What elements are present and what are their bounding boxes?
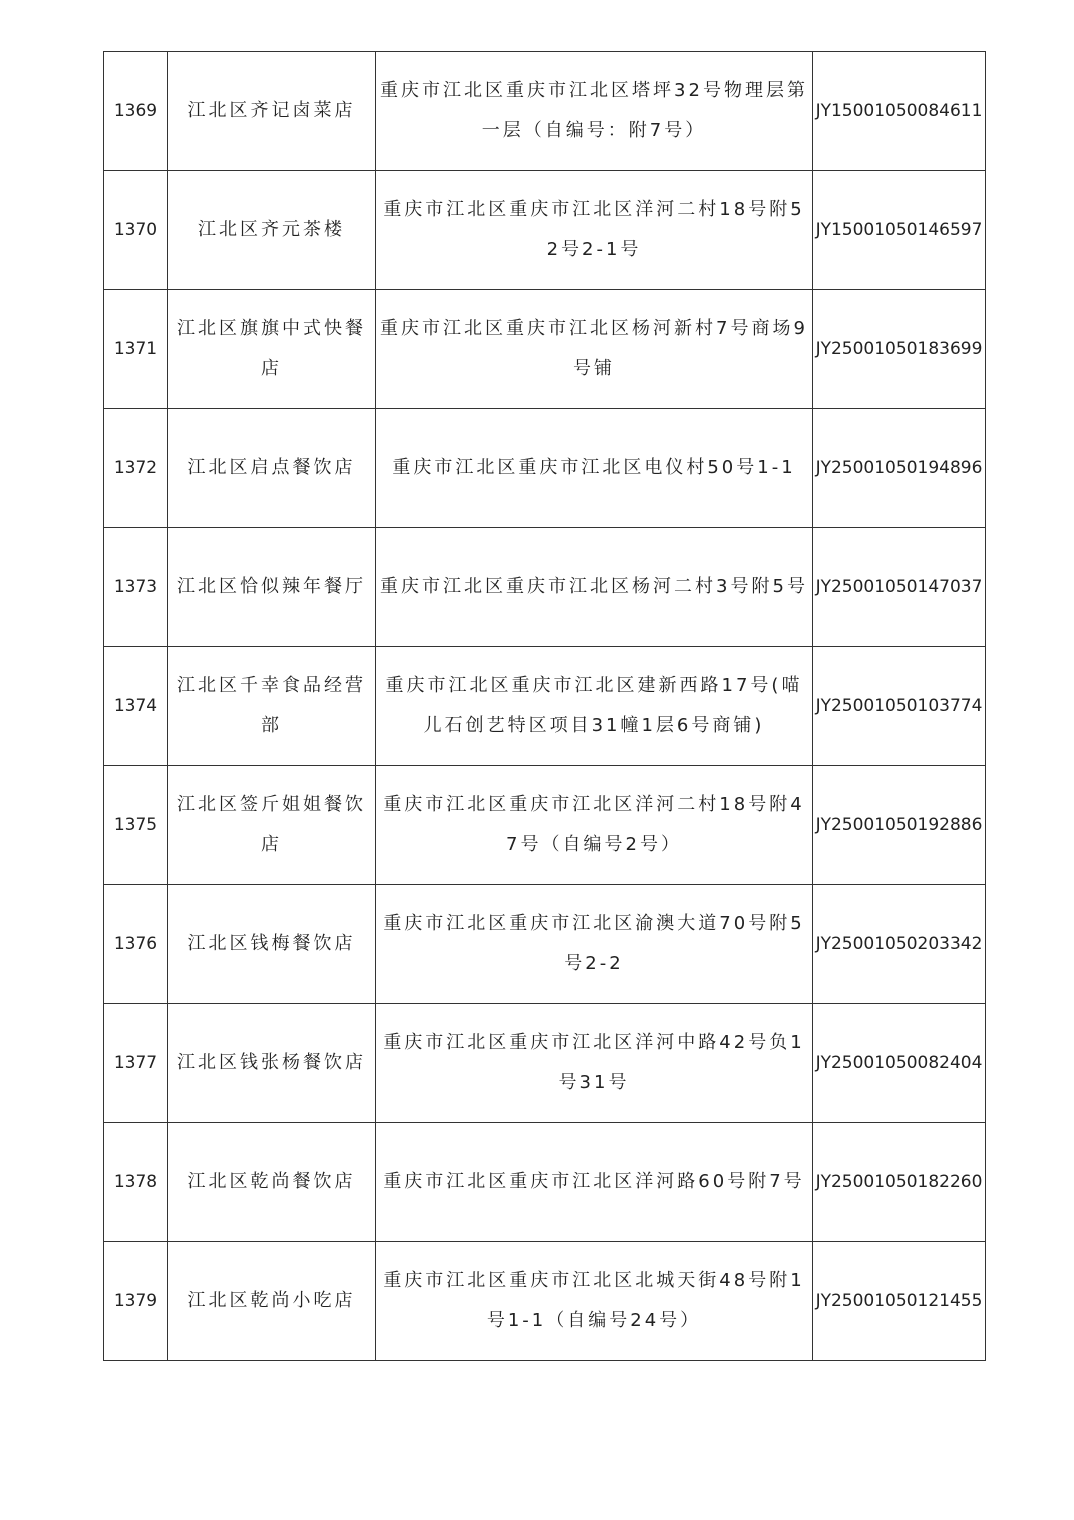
row-number: 1369 — [104, 52, 168, 171]
table-row — [104, 171, 986, 290]
license-number: JY25001050203342 — [813, 885, 986, 1004]
license-number: JY25001050183699 — [813, 290, 986, 409]
business-name: 江北区钱张杨餐饮店 — [168, 1004, 376, 1123]
business-address: 重庆市江北区重庆市江北区杨河新村7号商场9号铺 — [376, 290, 813, 409]
business-address: 重庆市江北区重庆市江北区建新西路17号(喵儿石创艺特区项目31幢1层6号商铺) — [376, 647, 813, 766]
table-row — [104, 290, 986, 409]
business-address: 重庆市江北区重庆市江北区洋河中路42号负1号31号 — [376, 1004, 813, 1123]
table-row — [104, 1123, 986, 1242]
table-row — [104, 647, 986, 766]
business-name: 江北区钱梅餐饮店 — [168, 885, 376, 1004]
license-number: JY25001050182260 — [813, 1123, 986, 1242]
registry-table-body — [104, 52, 986, 1361]
business-address: 重庆市江北区重庆市江北区塔坪32号物理层第一层（自编号：附7号） — [376, 52, 813, 171]
business-address: 重庆市江北区重庆市江北区渝澳大道70号附5号2-2 — [376, 885, 813, 1004]
business-address: 重庆市江北区重庆市江北区洋河二村18号附52号2-1号 — [376, 171, 813, 290]
row-number: 1370 — [104, 171, 168, 290]
business-name: 江北区乾尚小吃店 — [168, 1242, 376, 1361]
table-row — [104, 885, 986, 1004]
row-number: 1376 — [104, 885, 168, 1004]
row-number: 1377 — [104, 1004, 168, 1123]
license-number: JY25001050082404 — [813, 1004, 986, 1123]
business-address: 重庆市江北区重庆市江北区杨河二村3号附5号 — [376, 528, 813, 647]
business-name: 江北区齐记卤菜店 — [168, 52, 376, 171]
business-name: 江北区千幸食品经营部 — [168, 647, 376, 766]
table-row — [104, 1242, 986, 1361]
table-row — [104, 52, 986, 171]
row-number: 1375 — [104, 766, 168, 885]
business-name: 江北区启点餐饮店 — [168, 409, 376, 528]
registry-table — [103, 51, 986, 1361]
license-number: JY25001050192886 — [813, 766, 986, 885]
business-name: 江北区恰似辣年餐厅 — [168, 528, 376, 647]
business-address: 重庆市江北区重庆市江北区北城天街48号附1号1-1（自编号24号） — [376, 1242, 813, 1361]
table-row — [104, 766, 986, 885]
license-number: JY15001050084611 — [813, 52, 986, 171]
license-number: JY25001050194896 — [813, 409, 986, 528]
business-name: 江北区旗旗中式快餐店 — [168, 290, 376, 409]
license-number: JY15001050146597 — [813, 171, 986, 290]
business-address: 重庆市江北区重庆市江北区洋河路60号附7号 — [376, 1123, 813, 1242]
business-address: 重庆市江北区重庆市江北区洋河二村18号附47号（自编号2号） — [376, 766, 813, 885]
row-number: 1373 — [104, 528, 168, 647]
row-number: 1374 — [104, 647, 168, 766]
row-number: 1372 — [104, 409, 168, 528]
business-name: 江北区齐元茶楼 — [168, 171, 376, 290]
table-row — [104, 528, 986, 647]
license-number: JY25001050147037 — [813, 528, 986, 647]
table-row — [104, 1004, 986, 1123]
business-address: 重庆市江北区重庆市江北区电仪村50号1-1 — [376, 409, 813, 528]
row-number: 1379 — [104, 1242, 168, 1361]
license-number: JY25001050121455 — [813, 1242, 986, 1361]
row-number: 1371 — [104, 290, 168, 409]
row-number: 1378 — [104, 1123, 168, 1242]
business-name: 江北区乾尚餐饮店 — [168, 1123, 376, 1242]
table-row — [104, 409, 986, 528]
license-number: JY25001050103774 — [813, 647, 986, 766]
business-name: 江北区签斤姐姐餐饮店 — [168, 766, 376, 885]
